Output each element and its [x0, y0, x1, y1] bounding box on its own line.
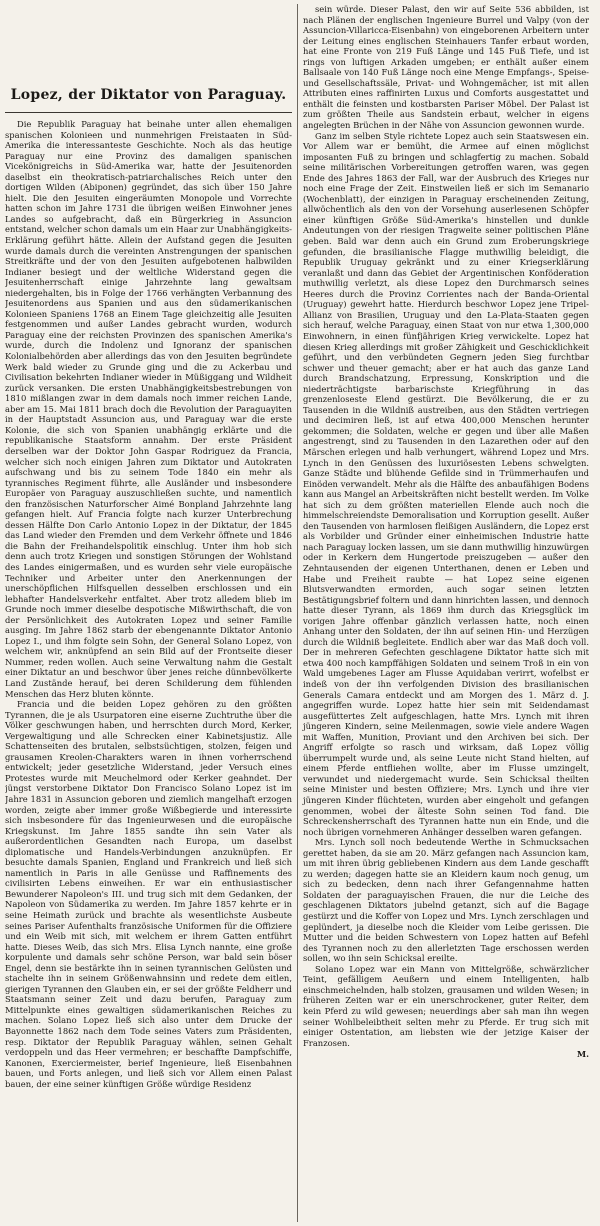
- paragraph-right-4: Solano Lopez war ein Mann von Mittelgröße, schwärzlicher Teint, gefälligem Aeußern und einem Intelligenten, halb einschmeichelnden, halb stolzen, grausamen und wilden Wesen; in früheren Zeiten war er ein unerschrockener, guter Reiter, dem kein Pferd zu wild gewesen; neuerdings aber sah man ihn wegen seiner Wohlbeleibtheit selten mehr zu Pferde. Er trug sich mit einiger Ostentation, am liebsten wie der jetzige Kaiser der Franzosen.: [303, 963, 589, 1048]
- paragraph-left-1: Die Republik Paraguay hat beinahe unter allen ehemaligen spanischen Kolonieen und nunmehrigen Freistaaten in Süd-Amerika die interessanteste Geschichte. Noch als das heutige Paraguay nur eine Provinz des damaligen spanischen Vicekönigreichs in Süd-Amerika war, hatte der Jesuitenorden daselbst ein theokratisch-patriarchalisches Reich unter den dortigen Wilden (Abiponen) gegründet, das sich über 150 Jahre hielt. Die den Jesuiten eingeräumten Monopole und Vorrechte hatten schon im Jahre 1731 die übrigen weißen Einwohner jenes Landes so aufgebracht, daß ein Bürgerkrieg in Assuncion entstand, welcher schon damals um ein Haar zur Unabhängigkeits-Erklärung geführt hätte. Allein der Aufstand gegen die Jesuiten wurde damals durch die vereinten Anstrengungen der spanischen Streitkräfte und der von den Jesuiten aufgebotenen halbwilden Indianer besiegt und der weltliche Widerstand gegen die Jesuitenherrschaft einige Jahrzehnte lang gewaltsam niedergehalten, bis in Folge der 1766 verhängten Verbannung des Jesuitenordens aus Spanien und aus den südamerikanischen Kolonieen Spaniens 1768 an Einem Tage gleichzeitig alle Jesuiten festgenommen und außer Landes gebracht wurden, wodurch Paraguay eine der reichsten Provinzen des spanischen Amerika's wurde, durch die Indolenz und Ignoranz der spanischen Kolonialbehörden aber allerdings das von den Jesuiten begründete Werk bald wieder zu Grunde ging und die zu Ackerbau und Civilisation bekehrten Indianer wieder in Müßiggang und Wildheit zurück versanken. Die ersten Unabhängigkeitsbestrebungen von 1810 mißlangen zwar in dem damals noch immer reichen Lande, aber am 15. Mai 1811 brach doch die Revolution der Paraguayiten in der Hauptstadt Assuncion aus, und Paraguay war die erste Kolonie, die sich von Spanien unabhängig erklärte und die republikanische Staatsform annahm. Der erste Präsident derselben war der Doktor John Gaspar Rodriguez da Francia, welcher sich noch einigen Jahren zum Diktator und Autokraten aufschwang und bis zu seinem Tode 1840 ein mehr als tyrannisches Regiment führte, alle Ausländer und insbesondere Europäer von Paraguay auszuschließen suchte, und namentlich den französischen Naturforscher Aimé Bonpland Jahrzehnte lang gefangen hielt. Auf Francia folgte nach kurzer Unterbrechung dessen Hälfte Don Carlo Antonio Lopez in der Diktatur, der 1845 das Land wieder den Fremden und dem Verkehr öffnete und 1846 die Bahn der Freihandelspolitik einschlug. Unter ihm hob sich denn auch trotz Kriegen und sonstigen Störungen der Wohlstand des Landes einigermaßen, und es wurden sehr viele europäische Techniker und Arbeiter unter den Anerkennungen der unerschöpflichen Hilfsquellen desselben erschlossen und ein lebhafter Handelsverkehr entfaltet. Aber trotz alledem blieb im Grunde noch immer dieselbe despotische Mißwirthschaft, die von der Persönlichkeit des Autokraten Lopez und seiner Familie ausging. Im Jahre 1862 starb der ebengenannte Diktator Antonio Lopez I., und ihm folgte sein Sohn, der General Solano Lopez, von welchem wir, anknüpfend an sein Bild auf der Frontseite dieser Nummer, reden wollen. Auch seine Verwaltung nahm die Gestalt einer Diktatur an und beschwor über jenes reiche dünnbevölkerte Land Zustände herauf, bei deren Schilderung dem fühlenden Menschen das Herz bluten könnte.: [5, 119, 292, 699]
- author-signature: M.: [576, 1049, 589, 1060]
- right-column: [297, 4, 589, 1222]
- article-headline: Lopez, der Diktator von Paraguay.: [10, 87, 287, 103]
- paragraph-right-3: Mrs. Lynch soll noch bedeutende Werthe in Schmucksachen gerettet haben, da sie am 20. März gefangen nach Assuncion kam, um mit ihren übrig gebliebenen Kindern aus dem Lande geschafft zu werden; dagegen hatte sie an Kleidern kaum noch genug, um sich zu bedecken, denn nach ihrer Gefangennahme hatten Soldaten der paraguayischen Frauen, die nur die Leiche des geschlagenen Diktators jubelnd getanzt, sich auf die Bagage gestürzt und die Koffer von Lopez und Mrs. Lynch zerschlagen und geplündert, ja dieselbe noch die Kleider vom Leibe gerissen. Die Mutter und die beiden Schwestern von Lopez hatten auf Befehl des Tyrannen noch zu den allerletzten Tage erschossen werden sollen, wo ihn sein Schicksal ereilte.: [303, 837, 589, 964]
- paragraph-right-2: Ganz im selben Style richtete Lopez auch sein Staatswesen ein. Vor Allem war er bemüht, die Armee auf einen möglichst imposanten Fuß zu bringen und schlagfertig zu machen. Sobald seine militärischen Vorbereitungen getroffen waren, was gegen Ende des Jahres 1863 der Fall, war der Ausbruch des Krieges nur noch eine Frage der Zeit. Einstweilen ließ er sich im Semanario (Wochenblatt), der einzigen in Paraguay erscheinenden Zeitung, allwöchentlich als den von der Vorsehung auserlesenen Schöpfer einer künftigen Größe Süd-Amerika's hinstellen und dunkle Andeutungen von der riesigen Tragweite seiner politischen Pläne geben. Bald war denn auch ein Grund zum Eroberungskriege gefunden, die brasilianische Flagge muthwillig beleidigt, die Republik Uruguay gekränkt und zu einer Kriegserklärung veranlaßt und dann das Gebiet der Argentinischen Konföderation muthwillig verletzt, als diese Lopez den Durchmarsch seines Heeres durch die Provinz Corrientes nach der Banda-Oriental (Uruguay) gewehrt hatte. Hierdurch beschwor Lopez jene Tripel-Allianz von Brasilien, Uruguay und den La-Plata-Staaten gegen sich herauf, welche Paraguay, einen Staat von nur etwa 1,300,000 Einwohnern, in einen fünfjährigen Krieg verwickelte. Lopez hat diesen Krieg allerdings mit großer Zähigkeit und Geschicklichkeit geführt, und den verbündeten Gegnern jeden Sieg furchtbar schwer und theuer gemacht; aber er hat auch das ganze Land durch Brandschatzung, Erpressung, Konskription und die niederträchtigste barbarischste Kriegführung in das grenzenloseste Elend gestürzt. Die Bevölkerung, die er zu Tausenden in die Wildniß austreiben, aus den Städten vertriegen und decimiren ließ, ist auf etwa 400,000 Menschen herunter gekommen; die Soldaten, welche er gegen und über alle Maßen angestrengt, sind zu Tausenden in den Lazarethen oder auf den Märschen erlegen und halb verhungert, während Lopez und Mrs. Lynch in den Genüssen des luxuriösesten Lebens schwelgten. Ganze Städte und blühende Gefilde sind in Trümmerhaufen und Einöden verwandelt. Mehr als die Hälfte des anbaufähigen Bodens kann aus Mangel an Arbeitskräften nicht bestellt werden. Im Volke hat sich zu dem größten materiellen Elende auch noch die himmelschreiendste Demoralisation und Korruption gesellt. Außer den Tausenden von harmlosen fleißigen Ausländern, die Lopez erst als Vorbilder und Gründer einer einheimischen Industrie hatte nach Paraguay locken lassen, um sie dann muthwillig hinzuwürgen oder in Kerkern dem Hungertode preiszugeben — außer den Zehntausenden der eigenen Unterthanen, denen er Leben und Habe und Freiheit raubte — hat Lopez seine eigenen Blutsverwandten ermorden, auch sogar seinen letzten Bestätigungsbrief foltern und dann hinrichten lassen, und dennoch hatte dieser Tyrann, als 1869 ihm durch das Kriegsglück im vorigen Jahre offenbar gänzlich verlassen hatte, noch einen Anhang unter den Soldaten, der ihn auf seinen Hin- und Herzügen durch die Wildniß begleitete. Endlich aber war das Maß doch voll. Der in mehreren Gefechten geschlagene Diktator hatte sich mit etwa 400 noch kampffähigen Soldaten und seinem Troß in ein von Wald umgebenes Lager am Flusse Aquidaban verirrt, wofelbst er indeß von der ihn verfolgenden Division des brasilianischen Generals Camara entdeckt und am Morgen des 1. März d. J. angegriffen wurde. Lopez hatte hier sein mit Seidendamast ausgefüttertes Zelt aufgeschlagen, hatte Mrs. Lynch mit ihren jüngeren Kindern, seine Meilenmagen, sowie viele andere Wagen mit Waffen, Munition, Proviant und den Archiven bei sich. Der Angriff erfolgte so rasch und wirksam, daß Lopez völlig überrumpelt wurde und, als seine Leute nicht Stand hielten, auf einem Pferde entfliehen wollte, aber im Flusse umzingelt, verwundet und niedergemacht wurde. Sein Schicksal theilten seine Minister und besten Offiziere; Mrs. Lynch und ihre vier jüngeren Kinder flüchteten, wurden aber eingeholt und gefangen genommen, wobei der älteste Sohn seinen Tod fand. Die Schreckensherrschaft des Tyrannen hatte nun ein Ende, und die noch übrigen vornehmeren Anhänger desselben waren gefangen.: [303, 130, 589, 837]
- paragraph-right-1: sein würde. Dieser Palast, den wir auf Seite 536 abbilden, ist nach Plänen der englischen Ingenieure Burrel und Valpy (von der Assuncion-Villaricca-Eisenbahn) von eingeborenen Arbeitern unter der Leitung eines englischen Steinhauers Tanfer erbaut worden, hat eine Fronte von 219 Fuß Länge und 145 Fuß Tiefe, und ist rings von luftigen Arkaden umgeben; er enthält außer einem Ballsaale von 140 Fuß Länge noch eine Menge Empfangs-, Speise- und Gesellschaftssäle, Privat- und Wohngemächer, ist mit allen Attributen eines raffinirten Luxus und Comforts ausgestattet und enthält die feinsten und kostbarsten Pariser Möbel. Der Palast ist zum größten Theile aus Sandstein erbaut, welcher in eigens angelegten Brüchen in der Nähe von Assuncion gewonnen wurde.: [303, 4, 589, 131]
- headline-rule: [5, 112, 292, 113]
- left-column: [5, 4, 297, 1222]
- paragraph-left-2: Francia und die beiden Lopez gehören zu den größten Tyrannen, die je als Usurpatoren eine eiserne Zuchtruthe über die Völker geschwungen haben, und herrschten durch Mord, Kerker, Vergewaltigung und alle Schrecken einer Kabinetsjustiz. Alle Schattenseiten des brutalen, selbstsüchtigen, stolzen, feigen und grausamen Kreolen-Charakters waren in ihnen vorherrschend entwickelt; jeder gesetzliche Widerstand, jeder Versuch eines Protestes wurde mit Meuchelmord oder Kerker geahndet. Der jüngst verstorbene Diktator Don Francisco Solano Lopez ist im Jahre 1831 in Assuncion geboren und ziemlich mangelhaft erzogen worden, zeigte aber immer große Wißbegierde und interessirte sich insbesondere für das Ingenieurwesen und die europäische Kriegskunst. Im Jahre 1855 sandte ihn sein Vater als außerordentlichen Gesandten nach Europa, um daselbst diplomatische und Handels-Verbindungen anzuknüpfen. Er besuchte damals Spanien, England und Frankreich und ließ sich namentlich in Paris in alle Genüsse und Raffinements des civilisirten Lebens einweihen. Er war ein enthusiastischer Bewunderer Napoleon's III. und trug sich mit dem Gedanken, der Napoleon von Südamerika zu werden. Im Jahre 1857 kehrte er in seine Heimath zurück und brachte als wesentlichste Ausbeute seines Pariser Aufenthalts französische Uniformen für die Offiziere und ein Weib mit sich, mit welchem er ihrem Gatten entführt hatte. Dieses Weib, das sich Mrs. Elisa Lynch nannte, eine große korpulente und damals sehr schöne Person, war bald sein böser Engel, denn sie bestärkte ihn in seinen tyrannischen Gelüsten und stachelte ihn in seinem Größenwahnsinn und redete dem eitlen, gierigen Tyrannen den Glauben ein, er sei der größte Feldherr und Staatsmann seiner Zeit und dazu berufen, Paraguay zum Mittelpunkte eines gewaltigen südamerikanischen Reiches zu machen. Solano Lopez ließ sich also unter dem Drucke der Bayonnette 1862 nach dem Tode seines Vaters zum Präsidenten, resp. Diktator der Republik Paraguay wählen, seinen Gehalt verdoppeln und das Heer vermehren; er beschaffte Dampfschiffe, Kanonen, Exerciermeister, berief Ingenieure, ließ Eisenbahnen bauen, und Forts anlegen, und ließ sich vor Allem einen Palast bauen, der eine seiner künftigen Größe würdige Residenz: [5, 699, 292, 1089]
